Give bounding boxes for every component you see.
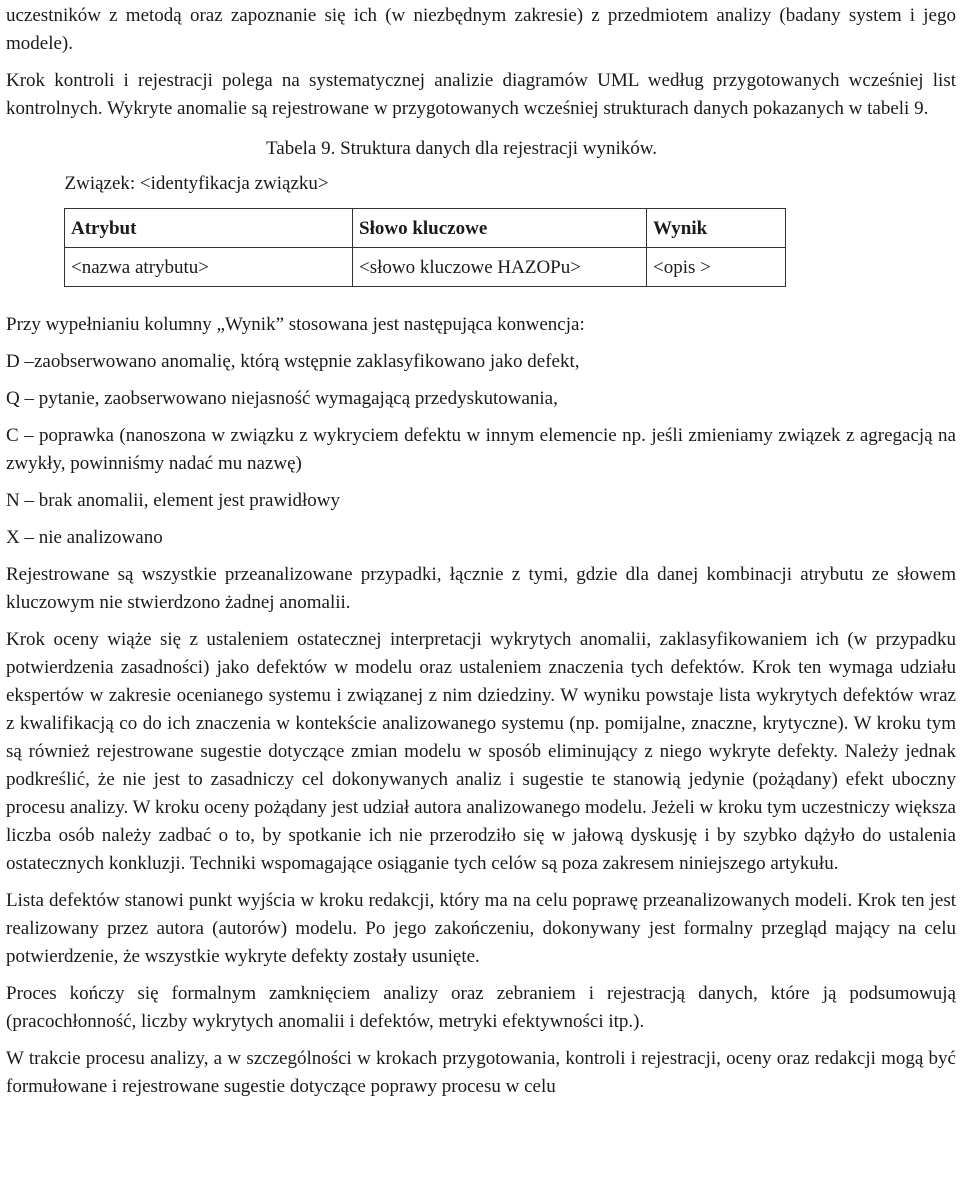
table-caption: Tabela 9. Struktura danych dla rejestracji wyników. [266, 138, 658, 159]
cell-result: <opis > [647, 248, 786, 287]
cell-attribute: <nazwa atrybutu> [65, 248, 353, 287]
results-table [64, 168, 786, 287]
convention-item-x: X – nie analizowano [6, 527, 163, 548]
document-page [6, 2, 956, 1110]
paragraph-suggestions: W trakcie procesu analizy, a w szczególności w krokach przygotowania, kontroli i rejestracji, oceny oraz redakcji mogą być formułowane i rejestrowane sugestie dotyczące poprawy procesu w celu [6, 1048, 956, 1097]
convention-item-q: Q – pytanie, zaobserwowano niejasność wymagającą przedyskutowania, [6, 388, 558, 409]
paragraph-assessment-step: Krok oceny wiąże się z ustaleniem ostatecznej interpretacji wykrytych anomalii, zaklasyfikowaniem ich (w przypadku potwierdzenia zasadności) jako defektów w modelu oraz ustaleniem znaczenia tych defektów. Krok ten wymaga udziału ekspertów w zakresie ocenianego systemu i związanej z nim dziedziny. W wyniku powstaje lista wykrytych defektów wraz z kwalifikacją co do ich znaczenia w kontekście analizowanego systemu (np. pomijalne, znaczne, krytyczne). W kroku tym są również rejestrowane sugestie dotyczące zmian modelu w sposób eliminujący z niego wykryte defekty. Należy jednak podkreślić, że nie jest to zasadniczy cel dokonywanych analiz i sugestie te stanowią jedynie (pożądany) efekt uboczny procesu analizy. W kroku oceny pożądany jest udział autora analizowanego modelu. Jeżeli w kroku tym uczestniczy większa liczba osób należy zadbać o to, by spotkanie ich nie przerodziło się w jałową dyskusję i by szybko dążyło do ustalenia ostatecznych konkluzji. Techniki wspomagające osiąganie tych celów są poza zakresem niniejszego artykułu. [6, 629, 956, 874]
header-result: Wynik [647, 209, 786, 248]
paragraph-all-cases: Rejestrowane są wszystkie przeanalizowane przypadki, łącznie z tymi, gdzie dla danej kombinacji atrybutu ze słowem kluczowym nie stwierdzono żadnej anomalii. [6, 564, 956, 613]
paragraph-control-step: Krok kontroli i rejestracji polega na systematycznej analizie diagramów UML według przygotowanych wcześniej list kontrolnych. Wykryte anomalie są rejestrowane w przygotowanych wcześniej strukturach danych pokazanych w tabeli 9. [6, 70, 956, 119]
paragraph-editing-step: Lista defektów stanowi punkt wyjścia w kroku redakcji, który ma na celu poprawę przeanalizowanych modeli. Krok ten jest realizowany przez autora (autorów) modelu. Po jego zakończeniu, dokonywany jest formalny przegląd mający na celu potwierdzenie, że wszystkie wykryte defekty zostały usunięte. [6, 890, 956, 967]
paragraph-closing: Proces kończy się formalnym zamknięciem analizy oraz zebraniem i rejestracją danych, które ją podsumowują (pracochłonność, liczby wykrytych anomalii i defektów, metryki efektywności itp.). [6, 983, 956, 1032]
cell-keyword: <słowo kluczowe HAZOPu> [353, 248, 647, 287]
convention-item-c: C – poprawka (nanoszona w związku z wykryciem defektu w innym elemencie np. jeśli zmieniamy związek z agregacją na zwykły, powinniśmy nadać mu nazwę) [6, 425, 956, 474]
table-row [65, 248, 786, 287]
header-keyword: Słowo kluczowe [353, 209, 647, 248]
convention-item-d: D –zaobserwowano anomalię, którą wstępnie zaklasyfikowano jako defekt, [6, 351, 580, 372]
paragraph-convention-intro: Przy wypełnianiu kolumny „Wynik” stosowana jest następująca konwencja: [6, 314, 585, 335]
convention-item-n: N – brak anomalii, element jest prawidłowy [6, 490, 340, 511]
paragraph-intro-continuation: uczestników z metodą oraz zapoznanie się ich (w niezbędnym zakresie) z przedmiotem analizy (badany system i jego modele). [6, 5, 956, 54]
table-relation-label: Związek: <identyfikacja związku> [64, 173, 329, 194]
header-attribute: Atrybut [65, 209, 353, 248]
table-header-row [65, 209, 786, 248]
